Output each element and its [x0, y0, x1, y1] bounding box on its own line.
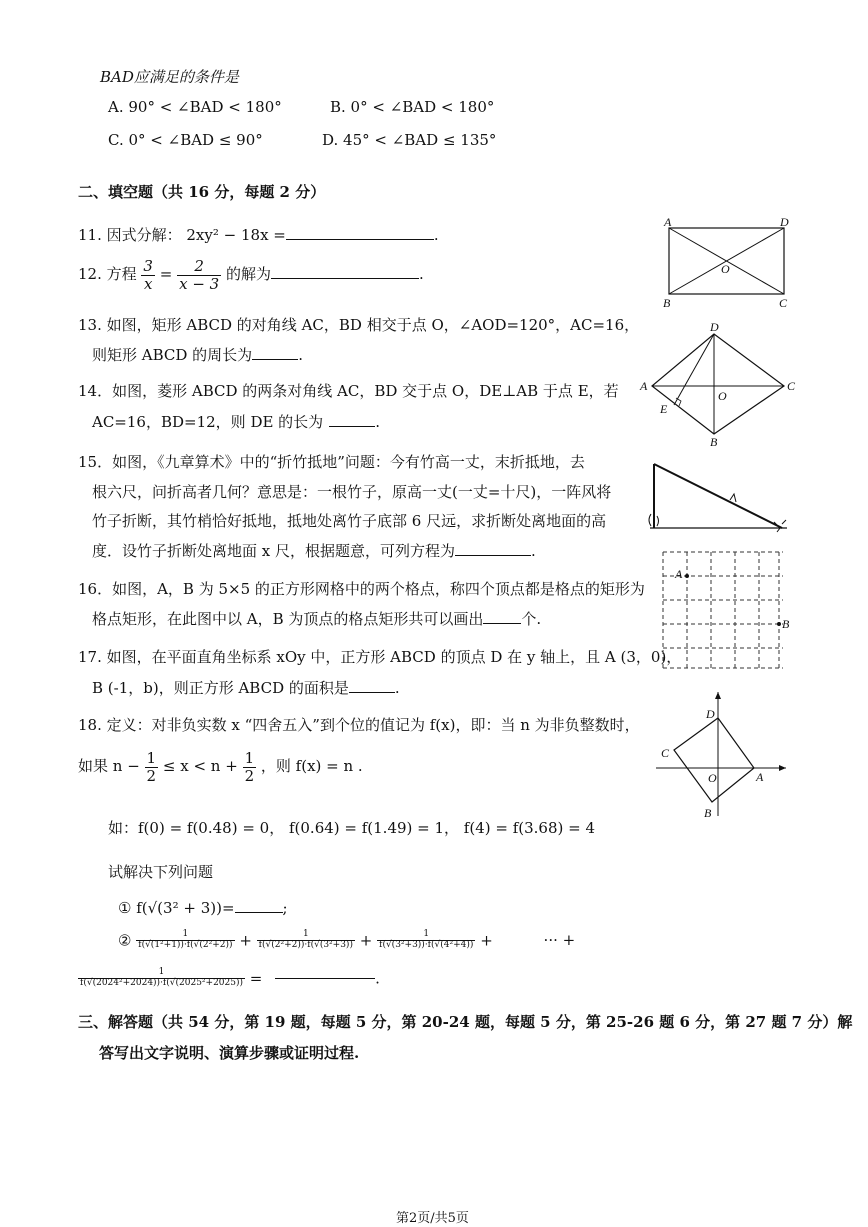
figure-q15-bamboo: [642, 456, 792, 538]
q18-part2-last: $\frac{1}{\text{f(√(2024²+2024))·f(√(2025²+2025))}}$ = .: [80, 967, 380, 988]
q11-answer-blank[interactable]: [286, 239, 434, 240]
q11-end: .: [433, 226, 439, 244]
segment-de: [674, 334, 714, 405]
figure-q14-rhombus: [638, 318, 798, 450]
q14-line1: 14．如图，菱形 ABCD 的两条对角线 AC，BD 交于点 O，DE⊥AB 于点 E，若: [78, 382, 619, 400]
fig17-label-d: D: [706, 707, 715, 721]
grid-point-b: [777, 622, 781, 626]
q18-part2-blank[interactable]: [275, 978, 375, 979]
section-3-line1: 三、解答题（共 54 分，第 19 题，每题 5 分，第 20-24 题，每题 5 分，第 25-26 题 6 分，第 27 题 7 分）解: [78, 1013, 853, 1031]
fig13-label-o: O: [721, 262, 730, 276]
fig14-label-a: A: [640, 379, 648, 393]
q15-line1: 15．如图，《九章算术》中的“折竹抵地”问题：今有竹高一丈，末折抵地，去: [78, 453, 585, 471]
fig13-label-c: C: [779, 296, 788, 310]
fig16-label-b: B: [782, 617, 790, 631]
q10-option-b: B. 0° < ∠BAD < 180°: [330, 98, 495, 116]
rhombus-abcd: [652, 334, 784, 434]
bamboo-leaf-icon: [730, 494, 736, 502]
q17-answer-blank[interactable]: [349, 692, 395, 693]
q18-term-3: $\frac{1}{\text{f(√(3²+3))·f(√(4²+4))}}$: [379, 929, 474, 950]
section-2-heading: 二、填空题（共 16 分，每题 2 分）: [78, 183, 326, 201]
q13-line1: 13. 如图，矩形 ABCD 的对角线 AC，BD 相交于点 O，∠AOD=120°，AC=16，: [78, 316, 640, 334]
q18-term-1: $\frac{1}{\text{f(√(1²+1))·f(√(2²+2))}}$: [138, 929, 233, 950]
q18-part2: ② $\frac{1}{\text{f(√(1²+1))·f(√(2²+2))}}$ + $\frac{1}{\text{f(√(2²+2))·f(√(3²+3))}}$ + $\frac{1}{\text{f(√(3²+3))·f(√(4²+4))}}$ + ··· +: [118, 929, 576, 950]
q17-line1: 17. 如图，在平面直角坐标系 xOy 中，正方形 ABCD 的顶点 D 在 y 轴上，且 A (3，0)，: [78, 648, 682, 666]
section-3-line2: 答写出文字说明、演算步骤或证明过程.: [99, 1044, 360, 1062]
x-axis-arrow-icon: [779, 765, 786, 771]
q15-line3: 竹子折断，其竹梢恰好抵地，抵地处离竹子底部 6 尺远，求折断处离地面的高: [92, 512, 607, 530]
q12-end: .: [419, 265, 424, 283]
q12-pre: 12. 方程: [78, 265, 137, 283]
q16-line1: 16．如图，A，B 为 5×5 的正方形网格中的两个格点，称四个顶点都是格点的矩形为: [78, 580, 645, 598]
fig17-label-c: C: [661, 746, 670, 760]
y-axis-arrow-icon: [715, 692, 721, 699]
q10-stem-tail: BAD应满足的条件是: [100, 68, 239, 86]
fig16-label-a: A: [675, 567, 683, 581]
q18-half-left: $\frac{1}{2}$: [146, 749, 157, 785]
fig13-label-a: A: [664, 215, 672, 229]
q12-post: 的解为: [225, 265, 271, 283]
q18-line2: 如果 n − $\frac{1}{2}$ ≤ x < n + $\frac{1}{2}$ ，则 f(x) = n .: [78, 749, 363, 785]
q18-instruction: 试解决下列问题: [108, 863, 214, 881]
q16-answer-blank[interactable]: [483, 623, 521, 624]
q12-fraction-left: $\frac{3}{x}$: [143, 257, 153, 293]
q15-line4: 度．设竹子折断处离地面 x 尺，根据题意，可列方程为 .: [92, 542, 536, 560]
q10-option-d: D. 45° < ∠BAD ≤ 135°: [322, 131, 497, 149]
q15-answer-blank[interactable]: [455, 555, 531, 556]
q12-answer-blank[interactable]: [271, 278, 419, 279]
fig13-label-b: B: [663, 296, 671, 310]
q14-line2: AC=16，BD=12，则 DE 的长为 .: [92, 413, 380, 431]
q12-fraction-right: $\frac{2}{x - 3}$: [179, 257, 220, 293]
q10-option-a: A. 90° < ∠BAD < 180°: [108, 98, 282, 116]
fig14-label-d: D: [710, 320, 719, 334]
fig14-label-c: C: [787, 379, 796, 393]
grid-point-a: [685, 574, 689, 578]
fig14-label-e: E: [660, 402, 668, 416]
figure-q17-square-axes: [652, 688, 792, 820]
fig17-label-o: O: [708, 771, 717, 785]
q16-line2: 格点矩形，在此图中以 A，B 为顶点的格点矩形共可以画出 个.: [92, 610, 542, 628]
q13-line2: 则矩形 ABCD 的周长为 .: [92, 346, 303, 364]
q18-line1: 18. 定义：对非负实数 x “四舍五入”到个位的值记为 f(x)，即：当 n 为非负整数时，: [78, 716, 640, 734]
q10-option-c: C. 0° < ∠BAD ≤ 90°: [108, 131, 263, 149]
q18-half-right: $\frac{1}{2}$: [244, 749, 255, 785]
q12-equals: =: [159, 265, 173, 283]
q14-answer-blank[interactable]: [329, 426, 375, 427]
fig13-label-d: D: [780, 215, 789, 229]
q18-example: 如：f(0) = f(0.48) = 0， f(0.64) = f(1.49) = 1， f(4) = f(3.68) = 4: [108, 819, 596, 837]
q18-term-last: $\frac{1}{\text{f(√(2024²+2024))·f(√(2025²+2025))}}$: [80, 967, 243, 988]
figure-q13-rectangle: [656, 210, 796, 310]
q18-part1: ① f(√(3² + 3))= ;: [118, 899, 288, 917]
q17-line2: B (-1，b)，则正方形 ABCD 的面积是 .: [92, 679, 400, 697]
fig14-label-b: B: [710, 435, 718, 449]
q18-term-2: $\frac{1}{\text{f(√(2²+2))·f(√(3²+3))}}$: [258, 929, 353, 950]
figure-q16-grid: [655, 548, 790, 673]
page-footer: 第2页/共5页: [396, 1211, 469, 1226]
q18-part1-blank[interactable]: [235, 912, 283, 913]
q13-answer-blank[interactable]: [252, 359, 298, 360]
fig14-label-o: O: [718, 389, 727, 403]
fig17-label-b: B: [704, 806, 712, 820]
square-abcd: [674, 718, 754, 802]
q11-text: 11. 因式分解： 2xy² − 18x =: [78, 226, 286, 244]
fig17-label-a: A: [756, 770, 764, 784]
q11: [78, 224, 439, 245]
bamboo-broken-top: [654, 464, 782, 528]
q12: [78, 258, 424, 292]
q15-line2: 根六尺，问折高者几何？意思是：一根竹子，原高一丈(一丈=十尺)，一阵风将: [92, 483, 612, 501]
